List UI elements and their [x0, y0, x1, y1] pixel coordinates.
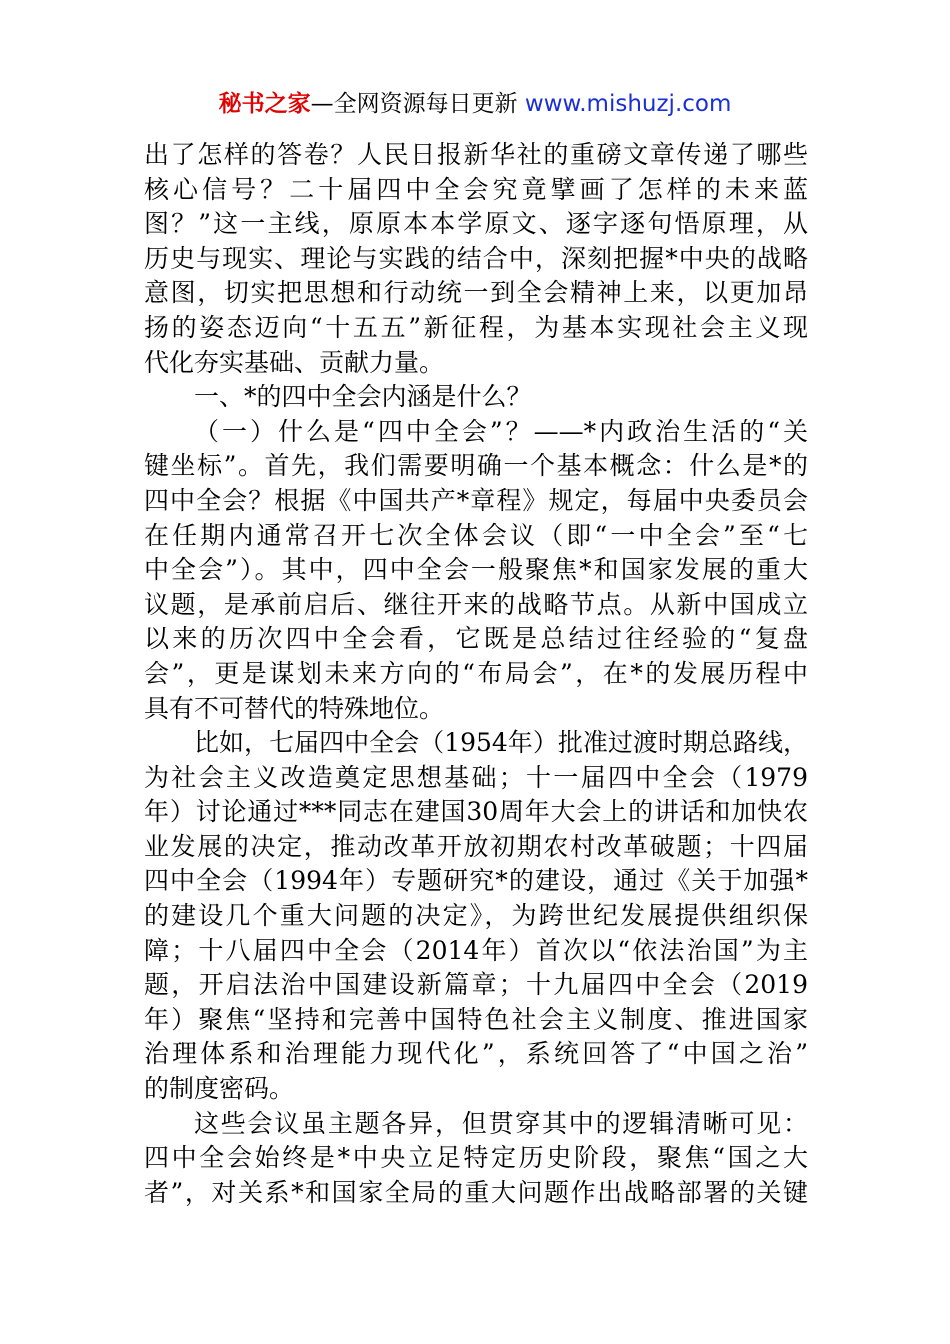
site-url-link[interactable]: www.mishuzj.com — [524, 91, 732, 117]
text-line: 治理体系和治理能力现代化”，系统回答了“中国之治” — [144, 1039, 808, 1069]
brand-name: 秘书之家 — [218, 91, 311, 117]
text-line: 题，开启法治中国建设新篇章；十九届四中全会（2019 — [144, 970, 808, 1000]
text-line: 四中全会始终是*中央立足特定历史阶段，聚焦“国之大 — [144, 1143, 808, 1173]
text-line: 四中全会？根据《中国共产*章程》规定，每届中央委员会 — [144, 485, 808, 515]
document-body — [144, 138, 808, 1210]
text-line: 键坐标”。首先，我们需要明确一个基本概念：什么是*的 — [144, 451, 808, 481]
text-line: 具有不可替代的特殊地位。 — [144, 693, 445, 723]
text-line: 为社会主义改造奠定思想基础；十一届四中全会（1979 — [144, 762, 808, 792]
text-line: 年）讨论通过***同志在建国30周年大会上的讲话和加快农 — [144, 797, 808, 827]
text-line: 四中全会（1994年）专题研究*的建设，通过《关于加强* — [144, 866, 808, 896]
header-slogan: —全网资源每日更新 — [310, 91, 525, 117]
text-line: 代化夯实基础、贡献力量。 — [144, 347, 445, 377]
text-line: 在任期内通常召开七次全体会议（即“一中全会”至“七 — [144, 520, 808, 550]
text-line: 会”，更是谋划未来方向的“布局会”，在*的发展历程中 — [144, 658, 808, 688]
text-line: 的建设几个重大问题的决定》，为跨世纪发展提供组织保 — [144, 901, 808, 931]
text-line: 议题，是承前启后、继往开来的战略节点。从新中国成立 — [144, 589, 808, 619]
text-line: 一、*的四中全会内涵是什么？ — [194, 382, 532, 412]
page-header — [0, 88, 950, 120]
text-line: 比如，七届四中全会（1954年）批准过渡时期总路线， — [194, 728, 808, 758]
text-line: 业发展的决定，推动改革开放初期农村改革破题；十四届 — [144, 831, 808, 861]
text-line: 历史与现实、理论与实践的结合中，深刻把握*中央的战略 — [144, 243, 808, 273]
text-line: 以来的历次四中全会看，它既是总结过往经验的“复盘 — [144, 624, 808, 654]
text-line: 意图，切实把思想和行动统一到全会精神上来，以更加昂 — [144, 278, 808, 308]
text-line: 中全会”）。其中，四中全会一般聚焦*和国家发展的重大 — [144, 555, 808, 585]
text-line: 出了怎样的答卷？人民日报新华社的重磅文章传递了哪些 — [144, 140, 808, 169]
text-line: 图？”这一主线，原原本本学原文、逐字逐句悟原理，从 — [144, 209, 808, 239]
text-line: 这些会议虽主题各异，但贯穿其中的逻辑清晰可见： — [194, 1108, 808, 1138]
text-line: （一）什么是“四中全会”？——*内政治生活的“关 — [194, 416, 808, 446]
text-line: 扬的姿态迈向“十五五”新征程，为基本实现社会主义现 — [144, 312, 808, 342]
text-line: 年）聚焦“坚持和完善中国特色社会主义制度、推进国家 — [144, 1004, 808, 1034]
text-line: 核心信号？二十届四中全会究竟擘画了怎样的未来蓝 — [144, 174, 808, 204]
text-line: 的制度密码。 — [144, 1074, 295, 1104]
text-line: 障；十八届四中全会（2014年）首次以“依法治国”为主 — [144, 935, 808, 965]
text-line: 者”，对关系*和国家全局的重大问题作出战略部署的关键 — [144, 1177, 808, 1207]
